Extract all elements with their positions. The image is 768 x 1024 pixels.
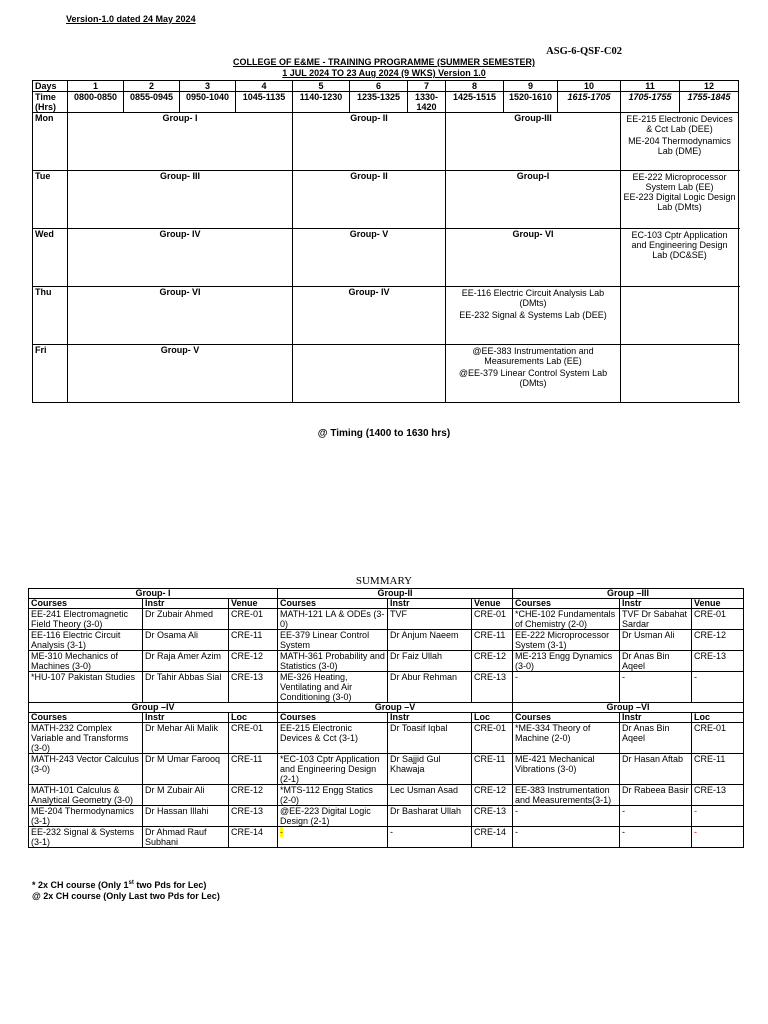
period-number: 5 xyxy=(293,81,350,92)
instructor-cell: Dr Hassan Illahi xyxy=(143,806,229,827)
table-row xyxy=(29,806,744,827)
instructor-cell: TVF Dr Sabahat Sardar xyxy=(620,609,692,630)
instructor-cell: Dr Abur Rehman xyxy=(388,672,472,703)
column-header: Courses xyxy=(29,713,143,723)
venue-cell: CRE-01 xyxy=(229,723,278,754)
course-cell xyxy=(278,827,388,848)
period-time: 0950-1040 xyxy=(180,92,236,113)
lab-entry: EC-103 Cptr Application and Engineering Design Lab (DC&SE) xyxy=(631,230,728,260)
table-row xyxy=(29,754,744,785)
period-number: 2 xyxy=(124,81,180,92)
day-row-thu xyxy=(33,287,739,345)
group-header: Group –IV xyxy=(29,703,278,713)
course-cell: MATH-101 Calculus & Analytical Geometry (3-0) xyxy=(29,785,143,806)
course-cell: MATH-121 LA & ODEs (3-0) xyxy=(278,609,388,630)
period-number: 4 xyxy=(236,81,293,92)
group-header: Group –VI xyxy=(513,703,744,713)
venue-cell: CRE-11 xyxy=(472,630,513,651)
column-header: Courses xyxy=(278,713,388,723)
instructor-cell: Dr Rabeea Basir xyxy=(620,785,692,806)
column-header: Instr xyxy=(388,713,472,723)
column-header: Courses xyxy=(29,599,143,609)
day-label: Fri xyxy=(33,345,68,403)
course-cell: - xyxy=(513,672,620,703)
course-cell: EE-116 Electric Circuit Analysis (3-1) xyxy=(29,630,143,651)
instructor-cell: Dr Tahir Abbas Sial xyxy=(143,672,229,703)
period-time: 1330-1420 xyxy=(408,92,446,113)
period-number: 9 xyxy=(504,81,558,92)
table-row xyxy=(29,672,744,703)
venue-cell: CRE-01 xyxy=(692,609,744,630)
days-header: Days xyxy=(33,81,68,92)
lab-entry: @EE-379 Linear Control System Lab (DMts) xyxy=(458,368,608,388)
table-row xyxy=(29,827,744,848)
period-time: 1705-1755 xyxy=(621,92,680,113)
period-time: 1045-1135 xyxy=(236,92,293,113)
instructor-cell: - xyxy=(620,827,692,848)
column-header-row xyxy=(29,713,744,723)
period-time: 0800-0850 xyxy=(68,92,124,113)
lab-entry: EE-232 Signal & Systems Lab (DEE) xyxy=(459,310,607,320)
time-header: Time (Hrs) xyxy=(33,92,68,113)
day-label: Mon xyxy=(33,113,68,171)
period-time: 1235-1325 xyxy=(350,92,408,113)
instructor-cell: Dr Basharat Ullah xyxy=(388,806,472,827)
lab-entry: @EE-383 Instrumentation and Measurements Lab (EE) xyxy=(472,346,594,366)
slot-group: Group- VI xyxy=(446,229,621,287)
course-cell: *CHE-102 Fundamentals of Chemistry (2-0) xyxy=(513,609,620,630)
slot-group: Group- I xyxy=(68,113,293,171)
course-cell: *MTS-112 Engg Statics (2-0) xyxy=(278,785,388,806)
footnote-superscript: st xyxy=(128,880,134,886)
course-cell: EE-232 Signal & Systems (3-1) xyxy=(29,827,143,848)
course-cell: ME-310 Mechanics of Machines (3-0) xyxy=(29,651,143,672)
period-time: 1425-1515 xyxy=(446,92,504,113)
column-header: Venue xyxy=(229,599,278,609)
course-cell: MATH-232 Complex Variable and Transforms (3-0) xyxy=(29,723,143,754)
page-title: COLLEGE OF E&ME - TRAINING PROGRAMME (SUMMER SEMESTER) xyxy=(232,57,535,67)
period-number: 12 xyxy=(680,81,739,92)
course-cell: EE-241 Electromagnetic Field Theory (3-0) xyxy=(29,609,143,630)
slot-group: Group- III xyxy=(68,171,293,229)
table-row xyxy=(29,630,744,651)
instructor-cell: Dr Toasif Iqbal xyxy=(388,723,472,754)
venue-cell: CRE-12 xyxy=(229,785,278,806)
instructor-cell: Dr M Umar Farooq xyxy=(143,754,229,785)
instructor-cell: Dr Usman Ali xyxy=(620,630,692,651)
time-header-row xyxy=(33,92,739,113)
slot-empty xyxy=(621,287,739,345)
instructor-cell: Dr Anjum Naeem xyxy=(388,630,472,651)
course-cell: ME-421 Mechanical Vibrations (3-0) xyxy=(513,754,620,785)
instructor-cell: Dr Raja Amer Azim xyxy=(143,651,229,672)
period-number: 6 xyxy=(350,81,408,92)
course-cell: EE-379 Linear Control System xyxy=(278,630,388,651)
slot-group: Group- V xyxy=(293,229,446,287)
day-row-fri xyxy=(33,345,739,403)
venue-cell: CRE-01 xyxy=(472,723,513,754)
instructor-cell: - xyxy=(620,806,692,827)
slot-group: Group- V xyxy=(68,345,293,403)
summary-table xyxy=(28,588,744,848)
slot-lab xyxy=(621,171,739,229)
venue-cell: CRE-14 xyxy=(229,827,278,848)
column-header: Loc xyxy=(229,713,278,723)
table-row xyxy=(29,651,744,672)
period-time: 1520-1610 xyxy=(504,92,558,113)
lab-entry: ME-204 Thermodynamics Lab (DME) xyxy=(628,136,731,156)
venue-cell: - xyxy=(692,806,744,827)
column-header: Loc xyxy=(472,713,513,723)
slot-group: Group- II xyxy=(293,171,446,229)
group-header-row xyxy=(29,703,744,713)
venue-cell: CRE-13 xyxy=(472,806,513,827)
lab-entry: EE-116 Electric Circuit Analysis Lab (DMts) xyxy=(461,288,605,308)
group-header-row xyxy=(29,589,744,599)
instructor-cell: Dr Hasan Aftab xyxy=(620,754,692,785)
venue-cell: CRE-13 xyxy=(229,672,278,703)
day-label: Tue xyxy=(33,171,68,229)
course-cell: - xyxy=(513,806,620,827)
instructor-cell: - xyxy=(388,827,472,848)
course-cell: ME-326 Heating, Ventilating and Air Conditioning (3-0) xyxy=(278,672,388,703)
summary-title: SUMMARY xyxy=(355,575,413,587)
instructor-cell: Dr Ahmad Rauf Subhani xyxy=(143,827,229,848)
venue-cell: - xyxy=(692,672,744,703)
period-time: 1615-1705 xyxy=(558,92,621,113)
version-label: Version-1.0 dated 24 May 2024 xyxy=(66,14,196,24)
venue-cell: CRE-13 xyxy=(229,806,278,827)
column-header-row xyxy=(29,599,744,609)
table-row xyxy=(29,723,744,754)
lab-entry: EE-223 Digital Logic Design Lab (DMts) xyxy=(623,192,736,212)
slot-empty xyxy=(621,345,739,403)
instructor-cell: TVF xyxy=(388,609,472,630)
venue-cell: CRE-01 xyxy=(472,609,513,630)
column-header: Instr xyxy=(620,713,692,723)
timetable xyxy=(32,80,739,403)
footnote-text: * 2x CH course (Only 1 xyxy=(32,880,129,890)
period-time: 1140-1230 xyxy=(293,92,350,113)
venue-cell: CRE-01 xyxy=(229,609,278,630)
column-header: Instr xyxy=(388,599,472,609)
course-cell: *HU-107 Pakistan Studies xyxy=(29,672,143,703)
course-cell: ME-213 Engg Dynamics (3-0) xyxy=(513,651,620,672)
column-header: Loc xyxy=(692,713,744,723)
venue-cell: CRE-11 xyxy=(472,754,513,785)
course-cell: ME-204 Thermodynamics (3-1) xyxy=(29,806,143,827)
course-cell: - xyxy=(513,827,620,848)
period-number: 3 xyxy=(180,81,236,92)
course-cell: @EE-223 Digital Logic Design (2-1) xyxy=(278,806,388,827)
instructor-cell: Dr Osama Ali xyxy=(143,630,229,651)
footnote-at: @ 2x CH course (Only Last two Pds for Lec) xyxy=(32,891,220,901)
table-row xyxy=(29,609,744,630)
group-header: Group –III xyxy=(513,589,744,599)
venue-cell: CRE-11 xyxy=(229,630,278,651)
column-header: Instr xyxy=(620,599,692,609)
lab-entry: EE-222 Microprocessor System Lab (EE) xyxy=(632,172,727,192)
column-header: Instr xyxy=(143,599,229,609)
venue-cell: CRE-14 xyxy=(472,827,513,848)
slot-group: Group- IV xyxy=(68,229,293,287)
course-cell: EE-215 Electronic Devices & Cct (3-1) xyxy=(278,723,388,754)
slot-group: Group- IV xyxy=(293,287,446,345)
lab-entry: EE-215 Electronic Devices & Cct Lab (DEE) xyxy=(626,114,733,134)
period-number: 1 xyxy=(68,81,124,92)
period-number: 8 xyxy=(446,81,504,92)
instructor-cell: Dr Mehar Ali Malik xyxy=(143,723,229,754)
venue-cell: CRE-11 xyxy=(229,754,278,785)
period-number: 7 xyxy=(408,81,446,92)
venue-cell: CRE-13 xyxy=(472,672,513,703)
column-header: Venue xyxy=(472,599,513,609)
instructor-cell: Dr Anas Bin Aqeel xyxy=(620,723,692,754)
period-number: 11 xyxy=(621,81,680,92)
group-header: Group –V xyxy=(278,703,513,713)
instructor-cell: Dr Faiz Ullah xyxy=(388,651,472,672)
venue-cell: CRE-13 xyxy=(692,785,744,806)
column-header: Courses xyxy=(513,599,620,609)
period-number: 10 xyxy=(558,81,621,92)
slot-lab xyxy=(621,113,739,171)
instructor-cell: - xyxy=(620,672,692,703)
day-row-tue xyxy=(33,171,739,229)
slot-group: Group-III xyxy=(446,113,621,171)
venue-cell: CRE-12 xyxy=(472,785,513,806)
period-time: 0855-0945 xyxy=(124,92,180,113)
course-cell: *EC-103 Cptr Application and Engineering Design (2-1) xyxy=(278,754,388,785)
day-row-mon xyxy=(33,113,739,171)
venue-cell: CRE-13 xyxy=(692,651,744,672)
instructor-cell: Lec Usman Asad xyxy=(388,785,472,806)
column-header: Courses xyxy=(278,599,388,609)
instructor-cell: Dr M Zubair Ali xyxy=(143,785,229,806)
timing-note: @ Timing (1400 to 1630 hrs) xyxy=(317,428,451,439)
day-label: Wed xyxy=(33,229,68,287)
slot-lab xyxy=(621,229,739,287)
course-cell: MATH-243 Vector Calculus (3-0) xyxy=(29,754,143,785)
venue-cell: CRE-12 xyxy=(472,651,513,672)
course-cell: MATH-361 Probability and Statistics (3-0) xyxy=(278,651,388,672)
highlighted-dash: - xyxy=(280,827,284,837)
column-header: Instr xyxy=(143,713,229,723)
period-header-row xyxy=(33,81,739,92)
group-header: Group- I xyxy=(29,589,278,599)
venue-cell: CRE-11 xyxy=(692,754,744,785)
venue-cell: CRE-01 xyxy=(692,723,744,754)
slot-lab xyxy=(446,287,621,345)
group-header: Group-II xyxy=(278,589,513,599)
page-subtitle: 1 JUL 2024 TO 23 Aug 2024 (9 WKS) Version 1.0 xyxy=(282,68,486,78)
day-label: Thu xyxy=(33,287,68,345)
course-cell: EE-222 Microprocessor System (3-1) xyxy=(513,630,620,651)
column-header: Courses xyxy=(513,713,620,723)
day-row-wed xyxy=(33,229,739,287)
venue-cell: CRE-12 xyxy=(692,630,744,651)
venue-cell: CRE-12 xyxy=(229,651,278,672)
period-time: 1755-1845 xyxy=(680,92,739,113)
venue-cell: - xyxy=(692,827,744,848)
slot-group: Group- VI xyxy=(68,287,293,345)
slot-lab xyxy=(446,345,621,403)
course-cell: *ME-334 Theory of Machine (2-0) xyxy=(513,723,620,754)
footnote-star xyxy=(32,880,206,890)
slot-group: Group-I xyxy=(446,171,621,229)
column-header: Venue xyxy=(692,599,744,609)
slot-group: Group- II xyxy=(293,113,446,171)
instructor-cell: Dr Sajjid Gul Khawaja xyxy=(388,754,472,785)
table-row xyxy=(29,785,744,806)
footnote-text: two Pds for Lec) xyxy=(133,880,207,890)
instructor-cell: Dr Anas Bin Aqeel xyxy=(620,651,692,672)
course-cell: EE-383 Instrumentation and Measurements(3-1) xyxy=(513,785,620,806)
instructor-cell: Dr Zubair Ahmed xyxy=(143,609,229,630)
slot-group xyxy=(293,345,446,403)
document-id: ASG-6-QSF-C02 xyxy=(546,46,622,57)
